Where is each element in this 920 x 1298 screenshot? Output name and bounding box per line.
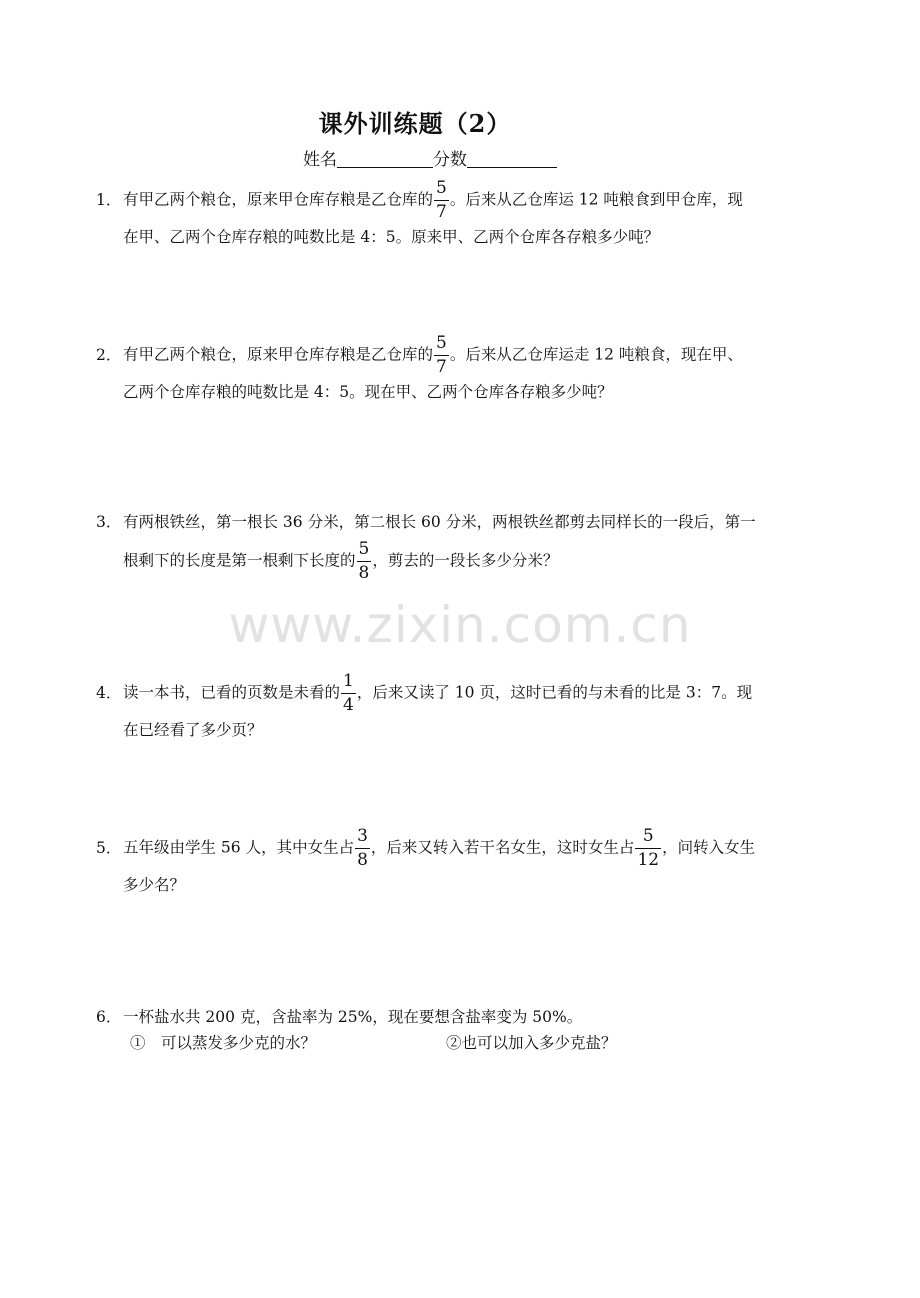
question-text: 有甲乙两个粮仓，原来甲仓库存粮是乙仓库的	[123, 190, 434, 209]
fraction-denominator: 7	[436, 357, 447, 377]
question-1-line-1	[96, 178, 831, 222]
question-2	[96, 335, 831, 411]
question-1	[96, 180, 831, 256]
fraction	[358, 541, 371, 582]
question-text: 有甲乙两个粮仓，原来甲仓库存粮是乙仓库的	[123, 345, 434, 364]
question-5-line-2: 多少名？	[123, 876, 186, 894]
question-text: ，问转入女生	[662, 838, 756, 857]
question-number: 4．	[96, 683, 122, 702]
question-number: 6．	[96, 1008, 122, 1026]
fraction	[435, 180, 448, 221]
fraction-denominator: 8	[358, 563, 370, 583]
question-number: 2．	[96, 345, 122, 364]
fraction-numerator: 5	[358, 539, 370, 559]
fraction	[435, 335, 448, 376]
name-blank[interactable]	[337, 149, 433, 168]
question-4-line-1	[96, 671, 831, 715]
fraction-numerator: 1	[343, 671, 354, 691]
question-5-line-1	[96, 826, 831, 870]
question-text: 有两根铁丝，第一根长 36 分米，第二根长 60 分米，两根铁丝都剪去同样长的一段后，第一	[123, 513, 756, 531]
fraction-numerator: 5	[436, 178, 447, 198]
question-text: ，后来又转入若干名女生，这时女生占	[370, 838, 635, 857]
question-number: 5．	[96, 838, 122, 857]
score-blank[interactable]	[467, 149, 557, 168]
question-4	[96, 673, 831, 749]
question-text: 读一本书，已看的页数是未看的	[123, 683, 341, 702]
question-text: 五年级由学生 56 人，其中女生占	[123, 838, 355, 857]
question-text: ，后来又读了 10 页，这时已看的与未看的比是 3：7。现	[356, 683, 753, 702]
question-text: 。后来从乙仓库运走 12 吨粮食，现在甲、	[449, 345, 743, 364]
question-number: 1．	[96, 190, 122, 209]
fraction-denominator: 8	[357, 850, 368, 870]
question-text: 。后来从乙仓库运 12 吨粮食到甲仓库，现	[449, 190, 743, 209]
question-3	[96, 503, 831, 583]
fraction	[636, 828, 660, 869]
question-2-line-1	[96, 333, 831, 377]
name-label: 姓名	[303, 150, 337, 170]
question-5	[96, 828, 831, 904]
score-label: 分数	[433, 150, 467, 170]
question-1-line-2: 在甲、乙两个仓库存粮的吨数比是 4：5。原来甲、乙两个仓库各存粮多少吨？	[123, 228, 660, 246]
question-text: 一杯盐水共 200 克，含盐率为 25%，现在要想含盐率变为 50%。	[123, 1008, 583, 1026]
fraction-numerator: 5	[642, 826, 654, 846]
fraction-numerator: 5	[436, 333, 447, 353]
watermark: www.zixin.com.cn	[228, 596, 692, 654]
question-6-sub-1: ① 可以蒸发多少克的水？	[130, 1034, 317, 1052]
question-2-line-2: 乙两个仓库存粮的吨数比是 4：5。现在甲、乙两个仓库各存粮多少吨？	[123, 383, 613, 401]
question-text: 根剩下的长度是第一根剩下长度的	[123, 551, 356, 570]
question-text: ，剪去的一段长多少分米？	[372, 551, 559, 570]
fraction-denominator: 12	[637, 850, 660, 870]
question-4-line-2: 在已经看了多少页？	[123, 721, 263, 739]
question-3-line-2	[96, 539, 831, 583]
fraction-denominator: 4	[343, 695, 354, 715]
name-score-line	[0, 145, 860, 170]
fraction	[342, 673, 355, 714]
page-title: 课外训练题（2）	[318, 109, 512, 138]
question-6-sub-2: ②也可以加入多少克盐？	[446, 1034, 617, 1052]
question-number: 3．	[96, 513, 122, 531]
fraction	[356, 828, 369, 869]
fraction-numerator: 3	[357, 826, 368, 846]
question-3-line-1	[96, 503, 831, 541]
fraction-denominator: 7	[436, 202, 447, 222]
